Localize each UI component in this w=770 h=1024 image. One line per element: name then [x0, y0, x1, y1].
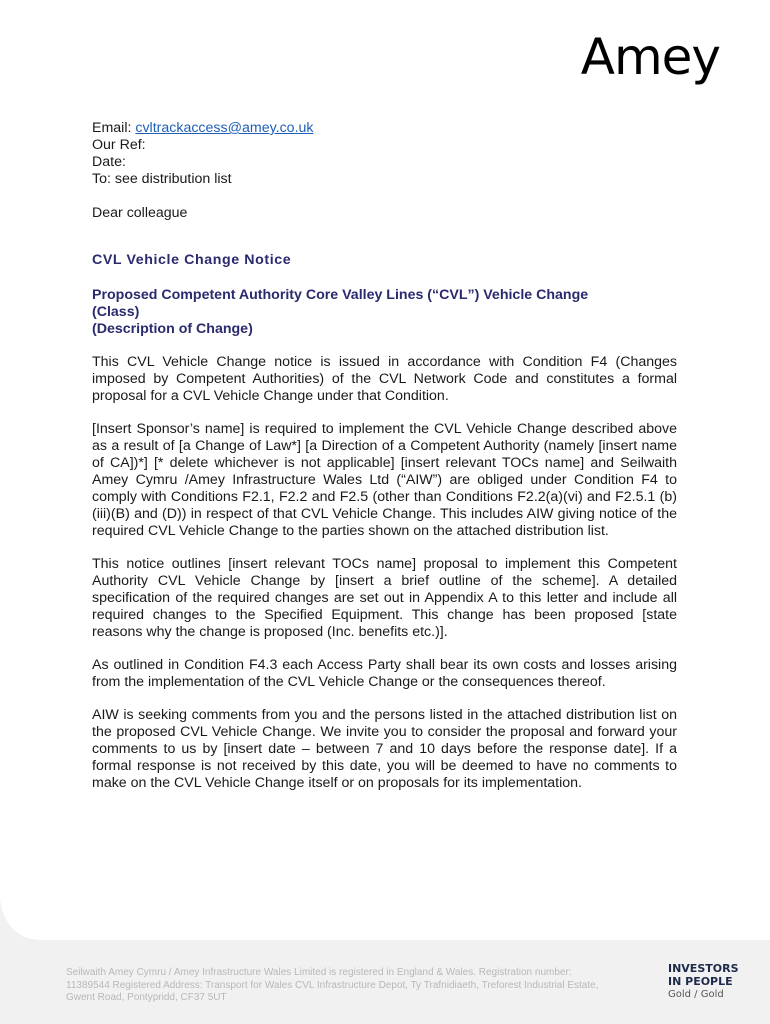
paragraph-5: AIW is seeking comments from you and the persons listed in the attached distribution list on the proposed CVL Vehicle Change. We invite you to consider the proposal and forward your comments to us by [insert date – between 7 and 10 days before the response date]. If a formal response is not received by this date, you will be deemed to have no comments to make on the CVL Vehicle Change itself or on proposals for its implementation.	[92, 707, 677, 791]
paragraph-3: This notice outlines [insert relevant TOCs name] proposal to implement this Competent Authority CVL Vehicle Change by [insert a brief outline of the scheme]. A detailed specification of the required changes are set out in Appendix A to this letter and include all required changes to the Specified Equipment. This change has been proposed [state reasons why the change is proposed (Inc. benefits etc.)].	[92, 556, 677, 640]
notice-title: CVL Vehicle Change Notice	[92, 252, 292, 268]
amey-logo: Amey	[580, 28, 720, 86]
iip-line-1: INVESTORS	[668, 962, 739, 975]
to-line: To: see distribution list	[92, 171, 232, 187]
paragraph-4: As outlined in Condition F4.3 each Access Party shall bear its own costs and losses arising from the implementation of the CVL Vehicle Change or the consequences thereof.	[92, 657, 677, 690]
date-line: Date:	[92, 154, 126, 170]
footer-background	[0, 900, 770, 1024]
footer-shape	[0, 900, 770, 1024]
proposal-line-3: (Description of Change)	[92, 321, 253, 337]
footer-legal-text: Seilwaith Amey Cymru / Amey Infrastructure Wales Limited is registered in England & Wales. Registration number: 11389544 Registered Address: Transport for Wales CVL Infrastructure Depot, Ty Trafnidiaeth, Treforest Industrial Estate, Gwent Road, Pontypridd, CF37 5UT	[66, 967, 599, 1003]
investors-in-people-badge	[668, 962, 748, 1001]
paragraph-1: This CVL Vehicle Change notice is issued in accordance with Condition F4 (Changes imposed by Competent Authorities) of the CVL Network Code and constitutes a formal proposal for a CVL Vehicle Change under that Condition.	[92, 354, 677, 404]
letter-body	[92, 120, 677, 806]
iip-level: Gold / Gold	[668, 989, 724, 1000]
greeting: Dear colleague	[92, 205, 188, 221]
paragraph-2: [Insert Sponsor’s name] is required to implement the CVL Vehicle Change described above as a result of [a Change of Law*] [a Direction of a Competent Authority (namely [insert name of CA])*] [* delete whichever is not applicable] [insert relevant TOCs name] and Seilwaith Amey Cymru /Amey Infrastructure Wales Ltd (“AIW”) are obliged under Condition F4 to comply with Conditions F2.1, F2.2 and F2.5 (other than Conditions F2.2(a)(vi) and F2.5.1 (b)(iii)(B) and (D)) in respect of that CVL Vehicle Change. This includes AIW giving notice of the required CVL Vehicle Change to the parties shown on the attached distribution list.	[92, 421, 677, 539]
proposal-heading	[92, 287, 677, 338]
our-ref: Our Ref:	[92, 137, 146, 153]
iip-line-2: IN PEOPLE	[668, 975, 733, 988]
email-label: Email:	[92, 120, 136, 136]
proposal-line-2: (Class)	[92, 304, 140, 320]
email-link[interactable]: cvltrackaccess@amey.co.uk	[135, 120, 314, 136]
proposal-line-1: Proposed Competent Authority Core Valley Lines (“CVL”) Vehicle Change	[92, 287, 589, 303]
email-line	[92, 120, 677, 137]
